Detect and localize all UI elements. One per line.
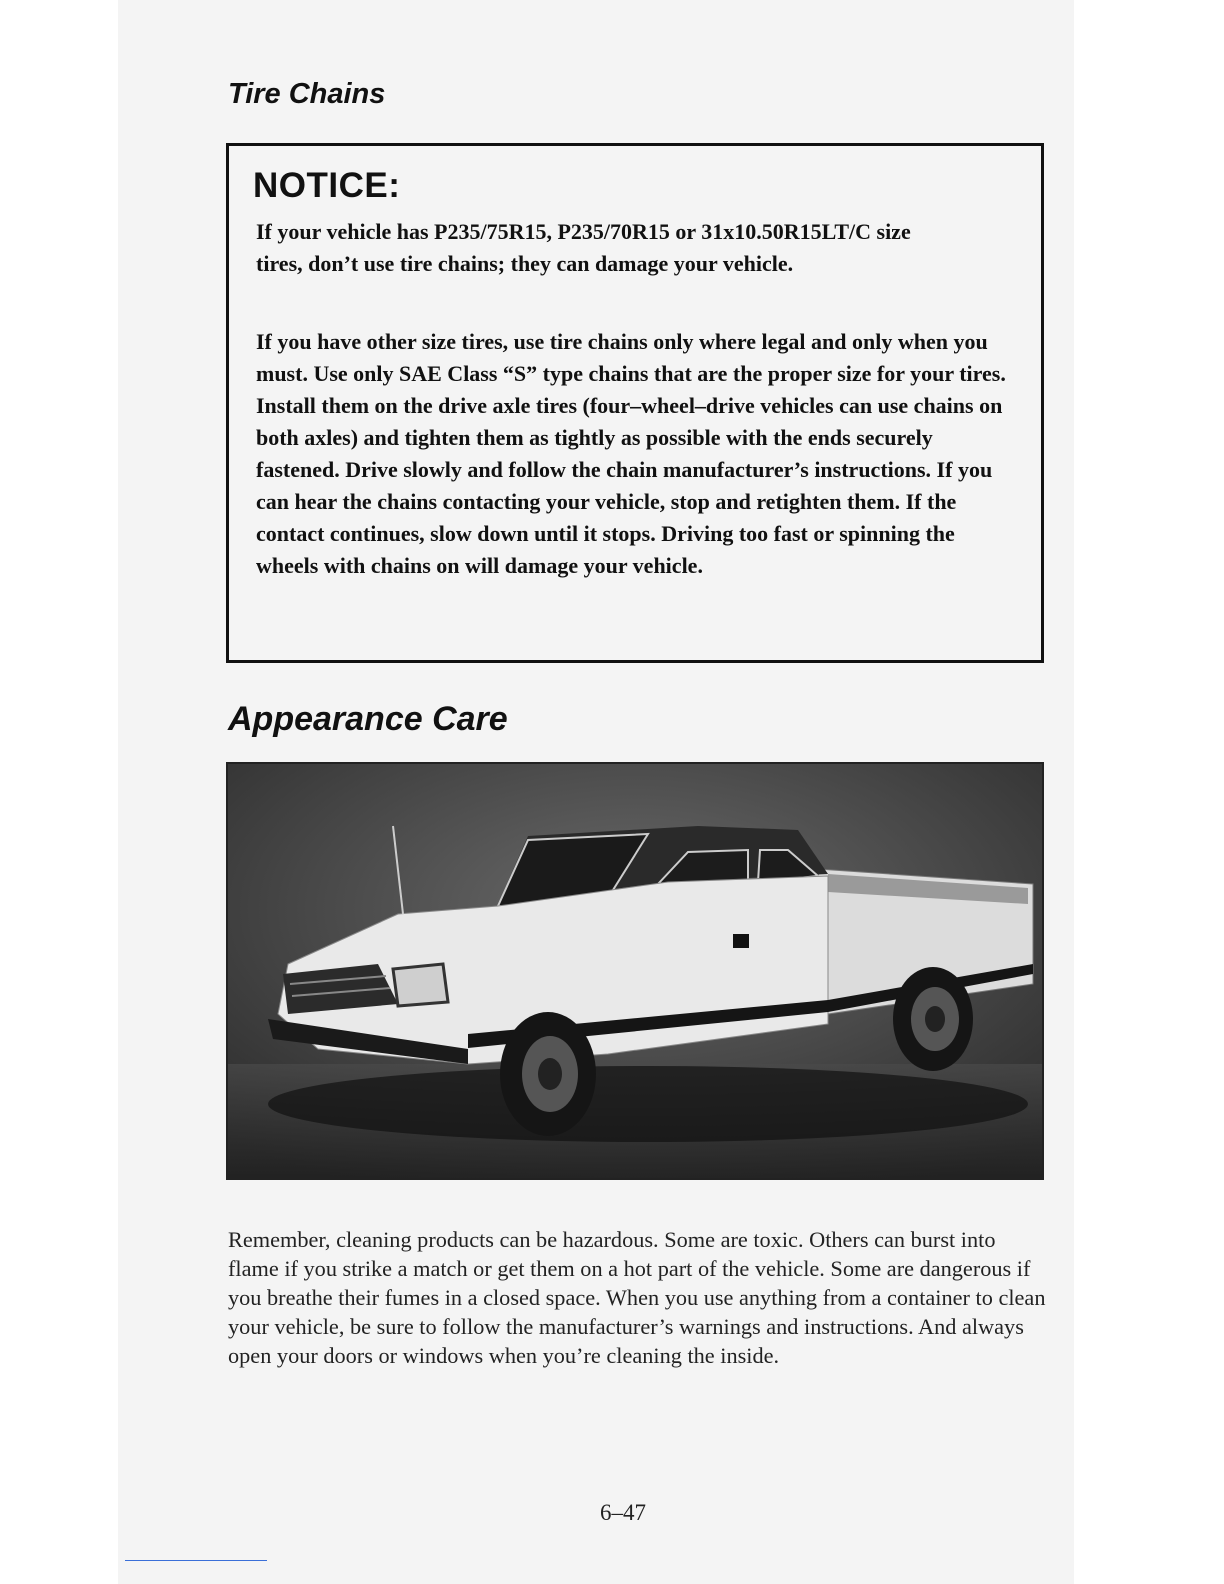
notice-heading: NOTICE:	[253, 166, 401, 205]
section-title-tire-chains: Tire Chains	[228, 78, 386, 110]
bottom-rule	[125, 1560, 267, 1561]
appearance-body-text: Remember, cleaning products can be hazardous. Some are toxic. Others can burst into flame if you strike a match or get them on a hot part of the vehicle. Some are dangerous if you breathe their fumes in a closed space. When you use anything from a container to clean your vehicle, be sure to follow the manufacturer’s warnings and instructions. And always open your doors or windows when you’re cleaning the inside.	[228, 1227, 1046, 1368]
section-title-appearance-care: Appearance Care	[228, 700, 508, 738]
notice-box	[226, 143, 1044, 663]
page-number: 6–47	[600, 1500, 646, 1525]
truck-illustration	[228, 764, 1042, 1178]
notice-paragraph-2: If you have other size tires, use tire chains only where legal and only when you must. Use only SAE Class “S” type chains that are the proper size for your tires. Install them on the drive axle tires (four–wheel–drive vehicles can use chains on both axles) and tighten them as tightly as possible with the ends securely fastened. Drive slowly and follow the chain manufacturer’s instructions. If you can hear the chains contacting your vehicle, stop and retighten them. If the contact continues, slow down until it stops. Driving too fast or spinning the wheels with chains on will damage your vehicle.	[256, 329, 1006, 578]
pickup-truck-photo	[226, 762, 1044, 1180]
notice-paragraph-1: If your vehicle has P235/75R15, P235/70R15 or 31x10.50R15LT/C size tires, don’t use tire chains; they can damage your vehicle.	[256, 219, 911, 276]
